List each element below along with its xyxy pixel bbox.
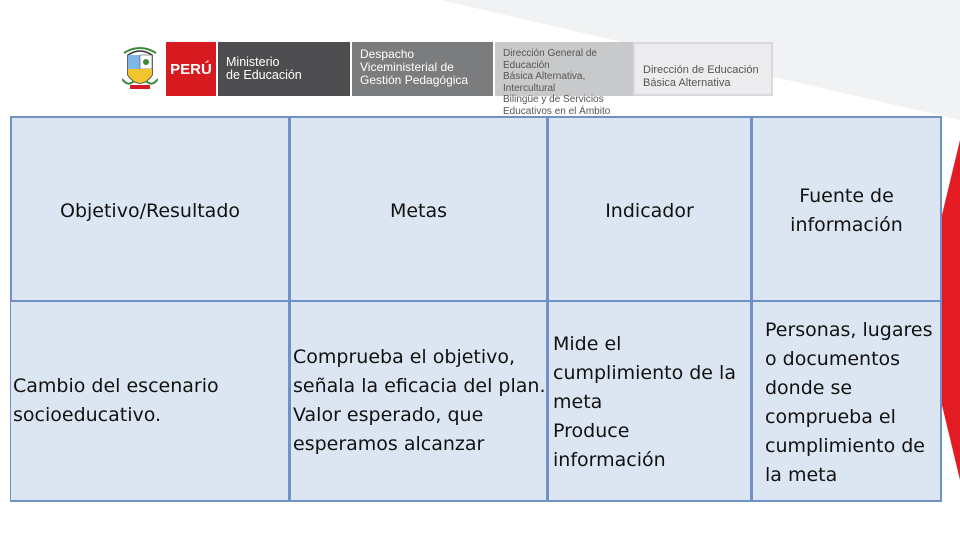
header-fuente: Fuente de información <box>790 185 903 236</box>
peru-label: PERÚ <box>166 42 216 96</box>
header-cell-metas <box>290 116 548 302</box>
ministerio-label: Ministerio de Educación <box>216 42 350 96</box>
header-cell-objetivo <box>10 116 290 302</box>
cell-objetivo <box>10 302 290 502</box>
header-objetivo: Objetivo/Resultado <box>59 199 241 222</box>
indicador-text: Mide el cumplimiento de la meta Produce información <box>553 333 736 471</box>
despacho-label: Despacho Viceministerial de Gestión Pedagógica <box>350 42 493 96</box>
metas-text: Comprueba el objetivo, señala la eficacia del plan. Valor esperado, que esperamos alcanzar <box>293 346 546 455</box>
institution-logo-bar <box>120 42 773 117</box>
header-cell-indicador <box>548 116 752 302</box>
objetivo-text: Cambio del escenario socioeducativo. <box>13 375 219 426</box>
header-cell-fuente <box>752 116 942 302</box>
background-red-edge <box>942 140 960 480</box>
direccion-eba-label: Dirección de Educación Básica Alternativa <box>633 42 773 96</box>
cell-indicador <box>548 302 752 502</box>
header-metas: Metas <box>389 199 448 222</box>
fuente-text: Personas, lugares o documentos donde se comprueba el cumplimiento de la meta <box>765 319 933 486</box>
direccion-general-label: Dirección General de Educación Básica Alternativa, Intercultural Bilingüe y de Servicios Educativos en el Ámbito <box>493 42 633 96</box>
cell-fuente <box>752 302 942 502</box>
cell-metas <box>290 302 548 502</box>
header-indicador: Indicador <box>605 199 694 222</box>
coat-of-arms-icon <box>120 42 160 96</box>
objectives-table <box>10 116 942 502</box>
